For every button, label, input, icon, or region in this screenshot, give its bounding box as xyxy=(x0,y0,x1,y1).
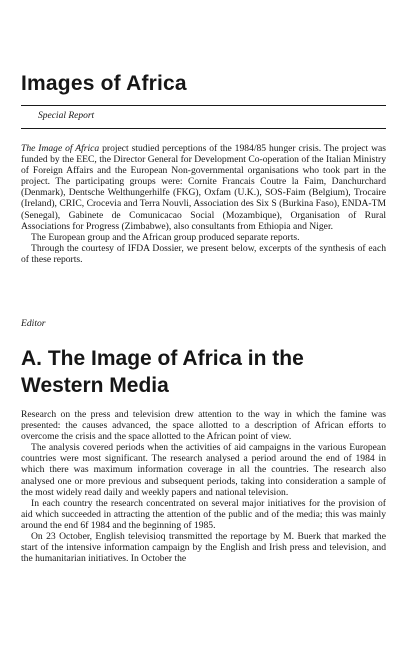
title-rule-top xyxy=(21,105,386,106)
intro-lead-italic: The Image of Africa xyxy=(21,143,100,154)
main-paragraph-3: In each country the research concentrated on several major initiatives for the provision of aid which succeeded in attracting the attention of the public and of the media; this was mainly around the end 6f 1984 and the beginning of 1985. xyxy=(21,497,386,531)
section-title xyxy=(21,345,386,399)
section-title-line-2: Western Media xyxy=(21,374,169,397)
main-paragraph-4: On 23 October, English televisioq transmitted the reportage by M. Buerk that marked the start of the intensive information campaign by the English and Irish press and television, and the humanitarian initiatives. In October the xyxy=(21,531,386,565)
page-title: Images of Africa xyxy=(21,72,187,95)
report-label: Special Report xyxy=(38,111,95,121)
editor-label: Editor xyxy=(21,318,46,329)
intro-paragraph-2: The European group and the African group produced separate reports. xyxy=(31,231,300,243)
main-paragraph-1: Research on the press and television drew attention to the way in which the famine was presented: the causes advanced, the space allotted to a description of African efforts to overcome the crisis and the space allotted to the African point of view. xyxy=(21,409,386,443)
intro-block xyxy=(21,143,386,265)
intro-paragraph-1 xyxy=(21,143,386,232)
section-title-line-1: A. The Image of Africa in the xyxy=(21,347,304,370)
intro-paragraph-3: Through the courtesy of IFDA Dossier, we present below, excerpts of the synthesis of each of these reports. xyxy=(21,242,386,265)
title-rule-bottom xyxy=(21,128,386,129)
main-paragraph-2: The analysis covered periods when the activities of aid campaigns in the various European countries were most significant. The research analysed a period around the end of 1984 in which there was maximum information coverage in all the countries. The research also analysed one or more previous and subsequent periods, taking into consideration a sample of the most widely read daily and weekly papers and national television. xyxy=(21,442,386,498)
main-body xyxy=(21,409,386,564)
intro-paragraph-1-text: project studied perceptions of the 1984/85 hunger crisis. The project was funded by the EEC, the Director General for Development Co-operation of the Italian Ministry of Foreign Affairs and the European Non-governmental organisations who took part in the project. The participating groups were: Cornite Francais Coutre la Faim, Danchurchard (Denmark), Dentsche Welthungerhilfe (FKG), Oxfam (U.K.), SOS-Faim (Belgium), Trocaire (Ireland), CRIC, Crocevia and Terra Nouvli, Association des Six S (Burkina Faso), ENDA-TM (Senegal), Gabinete de Comunicacao Social (Mozambique), Organisation of Rural Associations for Progress (Zimbabwe), also consultants from Ethiopia and Niger. xyxy=(21,143,386,232)
